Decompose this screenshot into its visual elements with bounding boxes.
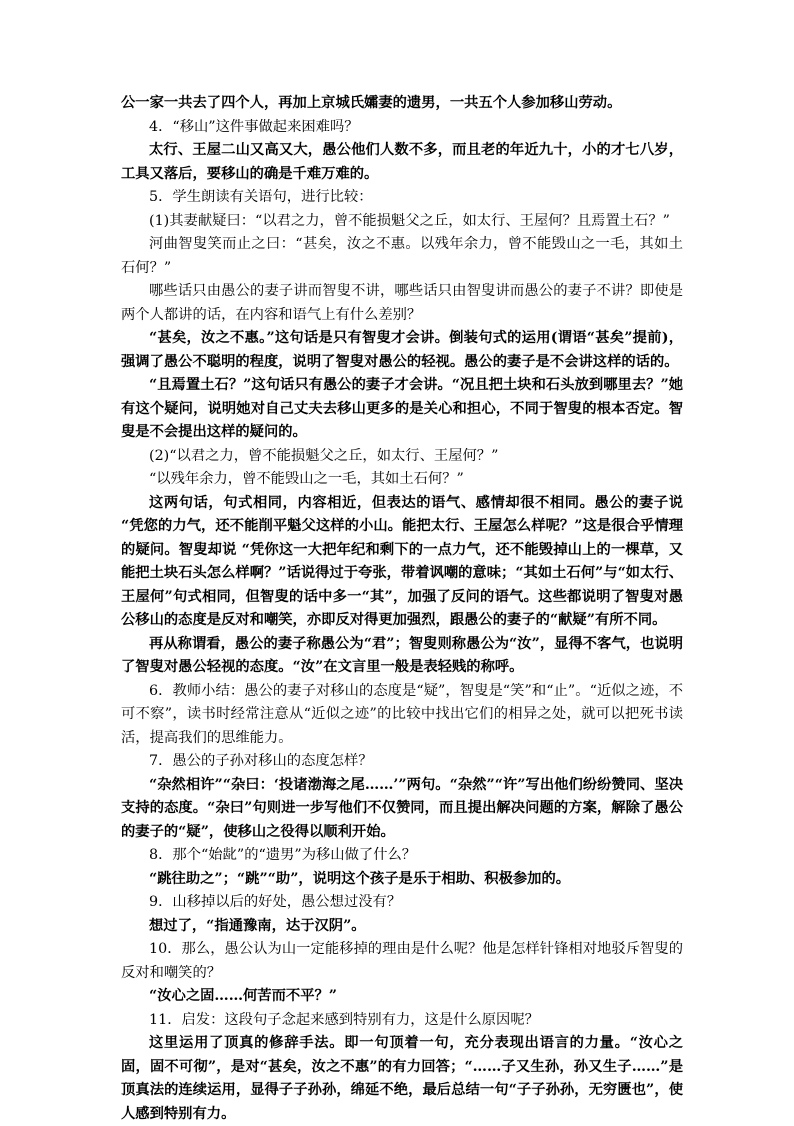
paragraph: “汝心之固……何苦而不平？” (149, 988, 338, 1004)
paragraph: 8．那个“始龀”的“遗男”为移山做了什么？ (149, 847, 417, 863)
paragraph: 6．教师小结：愚公的妻子对移山的态度是“疑”，智叟是“笑”和“止”。“近似之迹，不可不察”，读书时经常注意从“近似之迹”的比较中找出它们的相异之处，就可以把死书读活，提高我们的思维能力。 (121, 682, 683, 746)
paragraph: 哪些话只由愚公的妻子讲而智叟不讲，哪些话只由智叟讲而愚公的妻子不讲？即使是两个人都讲的话，在内容和语气上有什么差别？ (121, 283, 683, 323)
paragraph: 11．启发：这段句子念起来感到特别有力，这是什么原因呢？ (149, 1011, 539, 1028)
paragraph: 9．山移掉以后的好处，愚公想过没有？ (149, 894, 402, 910)
paragraph: “杂然相许”“杂曰：‘投诸渤海之尾……’”两句。“杂然”“许”写出他们纷纷赞同、坚决支持的态度。“杂曰”句则进一步写他们不仅赞同，而且提出解决问题的方案，解除了愚公的妻子的“疑”，使移山之役得以顺利开始。 (121, 776, 683, 840)
paragraph: 7．愚公的子孙对移山的态度怎样？ (149, 753, 373, 769)
paragraph: “甚矣，汝之不惠。”这句话是只有智叟才会讲。倒装句式的运用(谓语“甚矣”提前)，强调了愚公不聪明的程度，说明了智叟对愚公的轻视。愚公的妻子是不会讲这样的话的。 (121, 330, 683, 370)
paragraph: “且焉置土石？”这句话只有愚公的妻子才会讲。“况且把土块和石头放到哪里去？”她有这个疑问，说明她对自己丈夫去移山更多的是关心和担心，不同于智叟的根本否定。智叟是不会提出这样的疑问的。 (121, 377, 683, 440)
paragraph: 想过了，“指通豫南，达于汉阴”。 (149, 917, 366, 934)
paragraph: 公一家一共去了四个人，再加上京城氏孀妻的遗男，一共五个人参加移山劳动。 (121, 95, 622, 111)
document-body (121, 92, 683, 1126)
paragraph: 这两句话，句式相同，内容相近，但表达的语气、感情却很不相同。愚公的妻子说 “凭您的力气，还不能削平魁父这样的小山。能把太行、王屋怎么样呢？”这是很合乎情理的疑问。智叟却说 “凭你这一大把年纪和剩下的一点力气，还不能毁掉山上的一棵草，又能把土块石头怎么样啊？”话说得过于夸张，带着讽嘲的意味；“其如土石何”与“如太行、王屋何”句式相同，但智叟的话中多一“其”，加强了反问的语气。这些都说明了智叟对愚公移山的态度是反对和嘲笑，亦即反对得更加强烈，跟愚公的妻子的“献疑”有所不同。 (121, 494, 683, 628)
paragraph: “以残年余力，曾不能毁山之一毛，其如土石何？” (149, 471, 464, 487)
paragraph: 4．“移山”这件事做起来困难吗？ (149, 118, 359, 135)
paragraph: (1)其妻献疑曰：“以君之力，曾不能损魁父之丘，如太行、王屋何？且焉置土石？” (149, 212, 670, 229)
paragraph: “跳往助之”；“跳”“助”，说明这个孩子是乐于相助、积极参加的。 (149, 870, 571, 887)
paragraph: 5．学生朗读有关语句，进行比较： (149, 189, 373, 205)
paragraph: 这里运用了顶真的修辞手法。即一句顶着一句，充分表现出语言的力量。“汝心之固，固不可彻”，是对“甚矣，汝之不惠”的有力回答；“……子又生孙，孙又生子……”是顶真法的连续运用，显得子子孙孙，绵延不绝，最后总结一句“子子孙孙，无穷匮也”，使人感到特别有力。 (121, 1035, 683, 1122)
paragraph: 河曲智叟笑而止之曰：“甚矣，汝之不惠。以残年余力，曾不能毁山之一毛，其如土石何？” (121, 236, 683, 276)
paragraph: 再从称谓看，愚公的妻子称愚公为“君”；智叟则称愚公为“汝”，显得不客气，也说明了智叟对愚公轻视的态度。“汝”在文言里一般是表轻贱的称呼。 (121, 635, 683, 675)
paragraph: 太行、王屋二山又高又大，愚公他们人数不多，而且老的年近九十，小的才七八岁，工具又落后，要移山的确是千难万难的。 (121, 142, 683, 182)
paragraph: (2)“以君之力，曾不能损魁父之丘，如太行、王屋何？” (149, 447, 499, 464)
paragraph: 10．那么，愚公认为山一定能移掉的理由是什么呢？他是怎样针锋相对地驳斥智叟的反对和嘲笑的？ (121, 941, 683, 981)
